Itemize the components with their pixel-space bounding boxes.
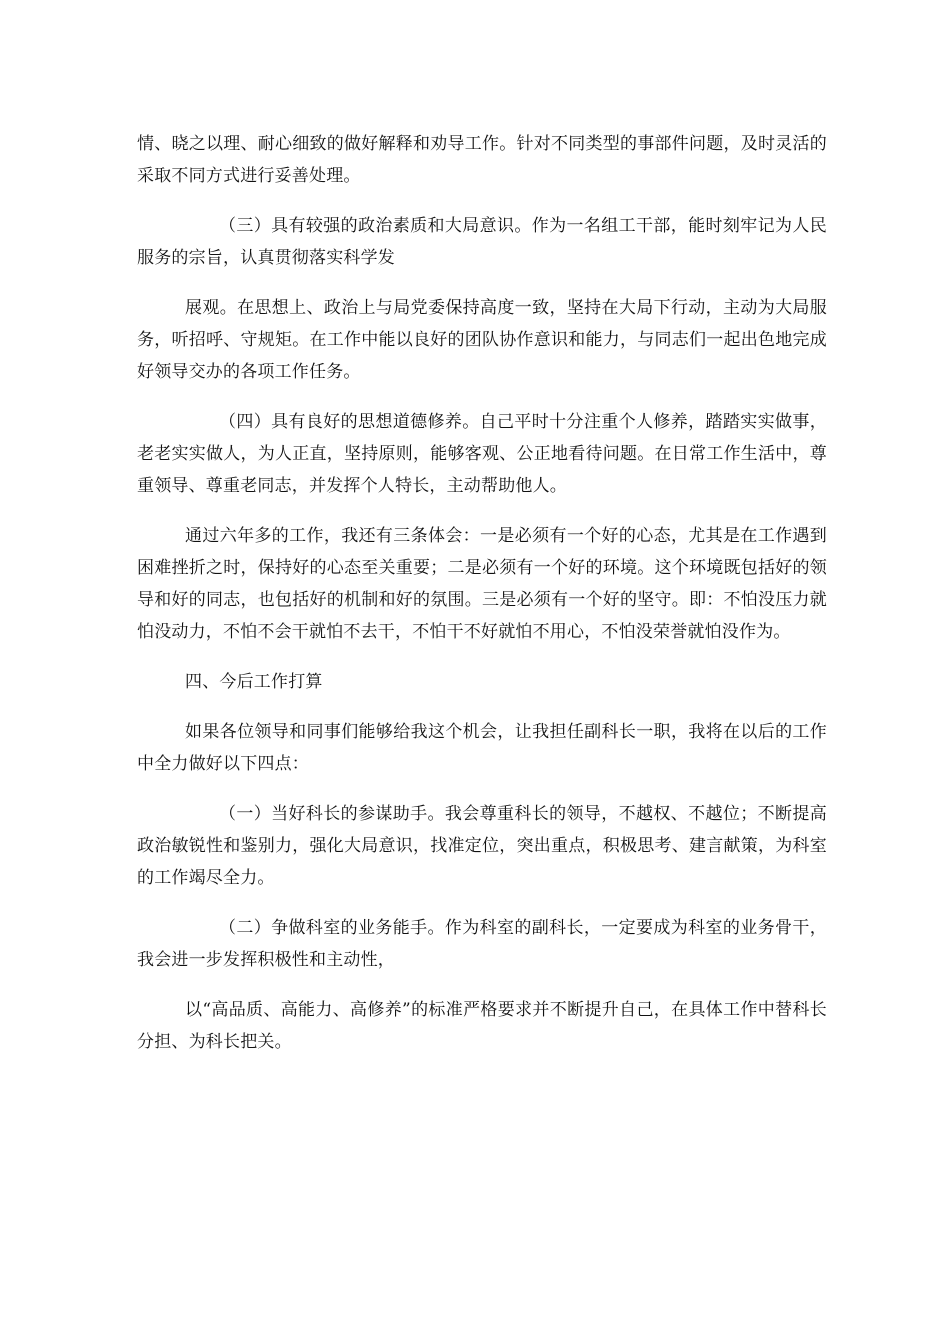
paragraph-experience: 通过六年多的工作，我还有三条体会：一是必须有一个好的心态，尤其是在工作遇到困难挫折之时，保持好的心态至关重要；二是必须有一个好的环境。这个环境既包括好的领导和好的同志，也包括好的机制和好的氛围。三是必须有一个好的坚守。即：不怕没压力就怕没动力，不怕不会干就怕不去干，不怕干不好就怕不用心，不怕没荣誉就怕没作为。 xyxy=(137,526,827,642)
paragraph-continuation: 情、晓之以理、耐心细致的做好解释和劝导工作。针对不同类型的事部件问题，及时灵活的采取不同方式进行妥善处理。 xyxy=(137,134,827,186)
paragraph-standards: 以“高品质、高能力、高修养”的标准严格要求并不断提升自己，在具体工作中替科长分担、为科长把关。 xyxy=(137,1000,827,1052)
paragraph-political-quality: （三）具有较强的政治素质和大局意识。作为一名组工干部，能时刻牢记为人民服务的宗旨，认真贯彻落实科学发 xyxy=(137,216,827,268)
document-body xyxy=(137,128,827,1076)
paragraph-point-one: （一）当好科长的参谋助手。我会尊重科长的领导，不越权、不越位；不断提高政治敏锐性和鉴别力，强化大局意识，找准定位，突出重点，积极思考、建言献策，为科室的工作竭尽全力。 xyxy=(137,804,827,888)
paragraph-point-two: （二）争做科室的业务能手。作为科室的副科长，一定要成为科室的业务骨干，我会进一步发挥积极性和主动性， xyxy=(137,918,827,970)
paragraph-moral-cultivation: （四）具有良好的思想道德修养。自己平时十分注重个人修养，踏踏实实做事，老老实实做人，为人正直，坚持原则，能够客观、公正地看待问题。在日常工作生活中，尊重领导、尊重老同志，并发挥个人特长，主动帮助他人。 xyxy=(137,412,827,496)
section-heading-future-plans: 四、今后工作打算 xyxy=(185,672,323,692)
paragraph-opportunity: 如果各位领导和同事们能够给我这个机会，让我担任副科长一职，我将在以后的工作中全力做好以下四点： xyxy=(137,722,827,774)
paragraph-development-view: 展观。在思想上、政治上与局党委保持高度一致，坚持在大局下行动，主动为大局服务，听招呼、守规矩。在工作中能以良好的团队协作意识和能力，与同志们一起出色地完成好领导交办的各项工作任务。 xyxy=(137,298,827,382)
